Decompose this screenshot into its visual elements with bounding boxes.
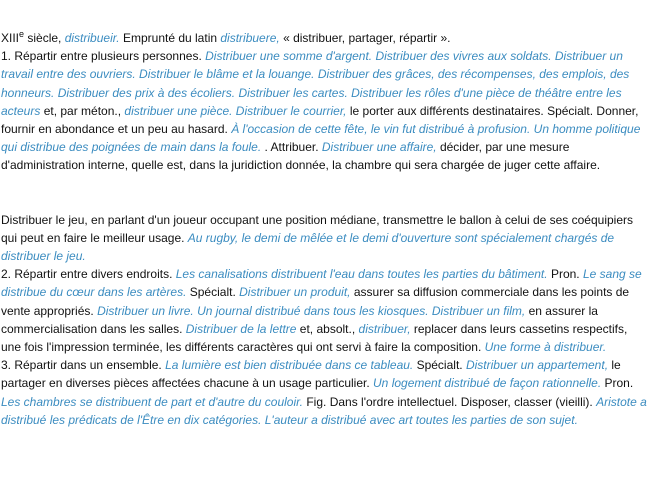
example: La lumière est bien distribuée dans ce tableau. bbox=[165, 358, 414, 373]
text: Spécialt. bbox=[186, 285, 240, 300]
text: « distribuer, partager, répartir ». bbox=[279, 31, 451, 45]
text: 2. Répartir entre divers endroits. bbox=[1, 267, 176, 282]
example: Les canalisations distribuent l'eau dans toutes les parties du bâtiment. bbox=[175, 267, 548, 282]
example: À l'occasion de cette fête, le vin fut distribué à profusion. Un homme politique qui distribue des poignées de main dans la foule. bbox=[1, 122, 641, 155]
etymology-paragraph bbox=[1, 29, 647, 47]
example: Distribuer une somme d'argent. Distribuer des vivres aux soldats. Distribuer un travail entre des ouvriers. Distribuer le blâme et la louange. Distribuer des grâces, des récompenses, des emplois, des honneurs. Distribuer des prix à des écoliers. Distribuer les cartes. Distribuer les rôles d'une pièce de théâtre entre les acteurs bbox=[1, 49, 630, 118]
example: Les chambres se distribuent de part et d'autre du couloir. bbox=[1, 394, 304, 409]
example: Distribuer un livre. Un journal distribué dans tous les kiosques. Distribuer un film, bbox=[97, 303, 526, 318]
text: Pron. bbox=[601, 376, 634, 391]
text: Fig. Dans l'ordre intellectuel. Disposer, classer (vieilli). bbox=[303, 394, 597, 409]
century-suffix: e bbox=[19, 29, 25, 39]
text: Emprunté du latin bbox=[119, 31, 221, 45]
example: Aristote a distribué les prédicats de l'Être en dix catégories. L'auteur a distribué avec art toutes les parties de son sujet. bbox=[1, 394, 647, 427]
example: Au rugby, le demi de mêlée et le demi d'ouverture sont spécialement chargés de distribuer le jeu. bbox=[1, 230, 615, 264]
sense-3-paragraph bbox=[1, 356, 647, 429]
text: 3. Répartir dans un ensemble. bbox=[1, 358, 166, 373]
definition-text bbox=[1, 29, 647, 429]
example: distribuer une pièce. Distribuer le courrier, bbox=[124, 103, 347, 118]
text: et, par méton., bbox=[40, 103, 125, 118]
text: en assurer la commercialisation dans les salles. bbox=[1, 303, 598, 336]
example: distribueir. bbox=[64, 31, 120, 45]
distribuer-le-jeu-paragraph bbox=[1, 211, 647, 266]
text: assurer sa diffusion commerciale dans les points de vente appropriés. bbox=[1, 285, 630, 318]
example: Distribuer de la lettre bbox=[185, 321, 297, 336]
example: Un logement distribué de façon rationnelle. bbox=[373, 376, 602, 391]
example: Le sang se distribue du cœur dans les artères. bbox=[1, 267, 642, 300]
text: siècle, bbox=[24, 31, 65, 45]
century: XIII bbox=[1, 31, 20, 45]
example: Une forme à distribuer. bbox=[484, 340, 607, 355]
text: replacer dans leurs cassetins respectifs, une fois l'impression terminée, les différents caractères qui ont servi à faire la composition. bbox=[1, 321, 628, 355]
example: Distribuer une affaire, bbox=[321, 140, 437, 155]
sense-1-paragraph bbox=[1, 47, 647, 174]
text: Spécialt. bbox=[413, 358, 466, 373]
example: distribuere, bbox=[220, 31, 280, 45]
text: Distribuer le jeu, en parlant d'un joueur occupant une position médiane, transmettre le ballon à celui de ses coéquipiers qui peut en faire le meilleur usage. bbox=[1, 212, 634, 245]
text: le partager en diverses pièces affectées chacune à un usage particulier. bbox=[1, 358, 621, 391]
text: 1. Répartir entre plusieurs personnes. bbox=[1, 49, 206, 64]
text: . Attribuer. bbox=[261, 140, 322, 155]
text: et, absolt., bbox=[296, 321, 359, 336]
text: le porter aux différents destinataires. Spécialt. Donner, fournir en abondance et un peu au hasard. bbox=[1, 103, 639, 137]
text: décider, par une mesure d'administration interne, quelle est, dans la juridiction donnée, la chambre qui sera chargée de juger cette affaire. bbox=[1, 140, 601, 173]
text: Pron. bbox=[547, 267, 583, 282]
example: Distribuer un appartement, bbox=[465, 358, 609, 373]
sense-2-paragraph bbox=[1, 265, 647, 356]
example: distribuer, bbox=[358, 321, 411, 336]
example: Distribuer un produit, bbox=[239, 285, 351, 300]
paragraph-spacer bbox=[1, 175, 647, 211]
